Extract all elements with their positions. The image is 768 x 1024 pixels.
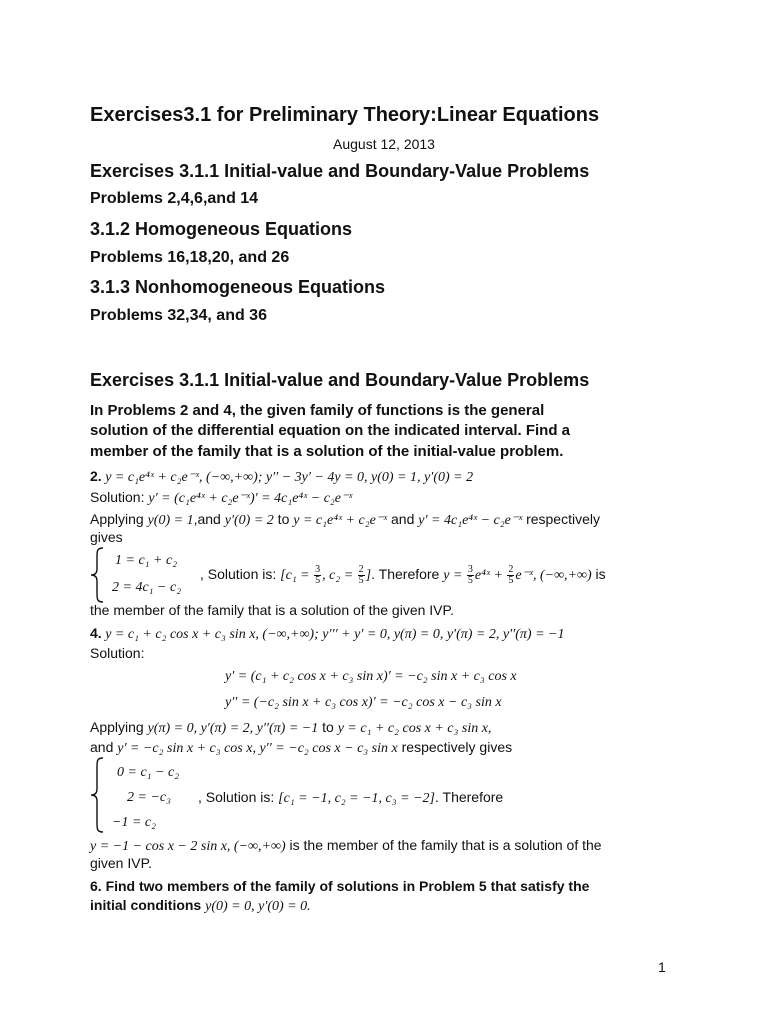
fraction-numerator: 2 <box>358 564 364 575</box>
problem-4-system-equation-2: 2 = −c₃ <box>127 790 171 805</box>
problem-4-and-line <box>90 738 512 758</box>
toc-problems-3-1-3: Problems 32,34, and 36 <box>90 307 267 324</box>
document-title: Exercises3.1 for Preliminary Theory:Linear Equations <box>90 104 600 126</box>
toc-problems-3-1-1: Problems 2,4,6,and 14 <box>90 190 259 207</box>
math-expression: e⁻ˣ, (−∞,+∞) <box>515 568 592 584</box>
document-date: August 12, 2013 <box>333 136 435 152</box>
system-brace-icon <box>90 547 106 603</box>
text-run: Applying <box>90 719 148 735</box>
problem-4-statement <box>90 624 564 644</box>
toc-heading-3-1-1: Exercises 3.1.1 Initial-value and Boundary-Value Problems <box>90 161 590 181</box>
text-run: Applying <box>90 511 148 527</box>
math-expression: y′ = (c₁e⁴ˣ + c₂e⁻ˣ)′ = 4c₁e⁴ˣ − c₂e⁻ˣ <box>148 491 353 506</box>
math-expression: y = c₁e⁴ˣ + c₂e⁻ˣ <box>293 513 388 528</box>
intro-line-1: In Problems 2 and 4, the given family of functions is the general <box>90 402 545 419</box>
problem-6-line-2 <box>90 896 311 916</box>
text-run: Solution: <box>90 645 145 661</box>
problem-2-result <box>200 565 606 586</box>
problem-2-applying <box>90 510 600 530</box>
text-run: gives <box>90 529 123 545</box>
text-run: ,and <box>193 511 225 527</box>
fraction-denominator: 5 <box>508 575 514 586</box>
problem-2-conclusion <box>90 601 454 619</box>
math-expression: y = c₁ + c₂ cos x + c₃ sin x, (−∞,+∞); y′′′ + y′ = 0, y(π) = 0, y′(π) = 2, y′′(π) = −1 <box>101 627 565 642</box>
text-run: , Solution is: <box>200 566 281 583</box>
bold-text: 6. Find two members of the family of solutions in Problem 5 that satisfy the <box>90 878 590 894</box>
text-run: , Solution is: <box>198 789 279 805</box>
fraction-denominator: 5 <box>467 575 473 586</box>
text-run: to <box>318 719 338 735</box>
system-brace-icon <box>90 757 106 833</box>
text-run: given IVP. <box>90 855 153 871</box>
problem-2-statement <box>90 467 473 487</box>
math-expression: y = c₁ + c₂ cos x + c₃ sin x, <box>337 721 492 736</box>
bold-text: initial conditions <box>90 897 206 913</box>
math-expression: y′′ = (−c₂ sin x + c₃ cos x)′ = −c₂ cos x − c₃ sin x <box>225 695 502 710</box>
text-run: and <box>387 511 419 527</box>
math-expression: y′ = 4c₁e⁴ˣ − c₂e⁻ˣ <box>418 513 523 528</box>
fraction-numerator: 3 <box>315 564 321 575</box>
section-heading: Exercises 3.1.1 Initial-value and Boundary-Value Problems <box>90 370 590 390</box>
math-expression: y = c₁e⁴ˣ + c₂e⁻ˣ, (−∞,+∞); y′′ − 3y′ − 4y = 0, y(0) = 1, y′(0) = 2 <box>101 470 474 485</box>
text-run: respectively gives <box>397 739 513 755</box>
problem-2-gives <box>90 528 123 546</box>
problem-4-solution-label <box>90 644 144 662</box>
text-run: to <box>273 511 294 527</box>
math-expression: y(0) = 1 <box>147 513 194 528</box>
fraction <box>314 565 321 586</box>
problem-6-line-1 <box>90 877 589 895</box>
bold-text: 2. <box>90 468 102 484</box>
math-expression: y(0) = 0, y′(0) = 0. <box>205 899 311 914</box>
math-expression: e⁴ˣ + <box>474 568 507 584</box>
text-run: Solution: <box>90 489 149 505</box>
problem-4-conclusion-1 <box>90 836 602 856</box>
toc-heading-3-1-3: 3.1.3 Nonhomogeneous Equations <box>90 277 386 297</box>
toc-problems-3-1-2: Problems 16,18,20, and 26 <box>90 249 290 266</box>
fraction-numerator: 2 <box>508 564 514 575</box>
text-run: and <box>90 739 118 755</box>
text-run: is <box>591 566 606 583</box>
math-expression: [c₁ = <box>280 568 314 584</box>
text-run: is the member of the family that is a solution of the <box>285 837 602 853</box>
math-expression: , c₂ = <box>322 568 357 584</box>
intro-line-3: member of the family that is a solution of the initial-value problem. <box>90 443 564 460</box>
math-expression: y(π) = 0, y′(π) = 2, y′′(π) = −1 <box>147 721 319 736</box>
math-expression: y′ = −c₂ sin x + c₃ cos x, y′′ = −c₂ cos x − c₃ sin x <box>117 741 398 756</box>
problem-4-result <box>198 788 503 808</box>
bold-text: 4. <box>90 625 102 641</box>
problem-2-system-equation-2: 2 = 4c₁ − c₂ <box>112 580 182 595</box>
fraction-numerator: 3 <box>467 564 473 575</box>
math-expression: y′ = (c₁ + c₂ cos x + c₃ sin x)′ = −c₂ sin x + c₃ cos x <box>225 669 517 684</box>
problem-4-applying <box>90 718 491 738</box>
text-run: . Therefore <box>371 566 444 583</box>
page-number: 1 <box>658 959 666 975</box>
math-expression: y = −1 − cos x − 2 sin x, (−∞,+∞) <box>90 839 286 854</box>
problem-2-solution <box>90 488 352 508</box>
fraction-denominator: 5 <box>315 575 321 586</box>
text-run: . Therefore <box>434 789 504 805</box>
fraction-denominator: 5 <box>358 575 364 586</box>
math-expression: ] <box>365 568 372 584</box>
problem-2-system-equation-1: 1 = c₁ + c₂ <box>115 553 178 568</box>
problem-4-second-derivative <box>225 692 502 712</box>
toc-heading-3-1-2: 3.1.2 Homogeneous Equations <box>90 219 353 239</box>
intro-line-2: solution of the differential equation on the indicated interval. Find a <box>90 422 571 439</box>
fraction <box>507 565 514 586</box>
math-expression: y′(0) = 2 <box>224 513 274 528</box>
problem-4-system-equation-3: −1 = c₂ <box>112 815 156 830</box>
problem-4-system-equation-1: 0 = c₁ − c₂ <box>117 765 180 780</box>
math-expression: y = <box>443 568 466 584</box>
problem-4-conclusion-2 <box>90 854 152 872</box>
fraction <box>358 565 365 586</box>
text-run: the member of the family that is a solution of the given IVP. <box>90 602 454 618</box>
problem-4-first-derivative <box>225 666 517 686</box>
fraction <box>467 565 474 586</box>
math-expression: [c₁ = −1, c₂ = −1, c₃ = −2] <box>278 791 435 806</box>
text-run: respectively <box>522 511 600 527</box>
